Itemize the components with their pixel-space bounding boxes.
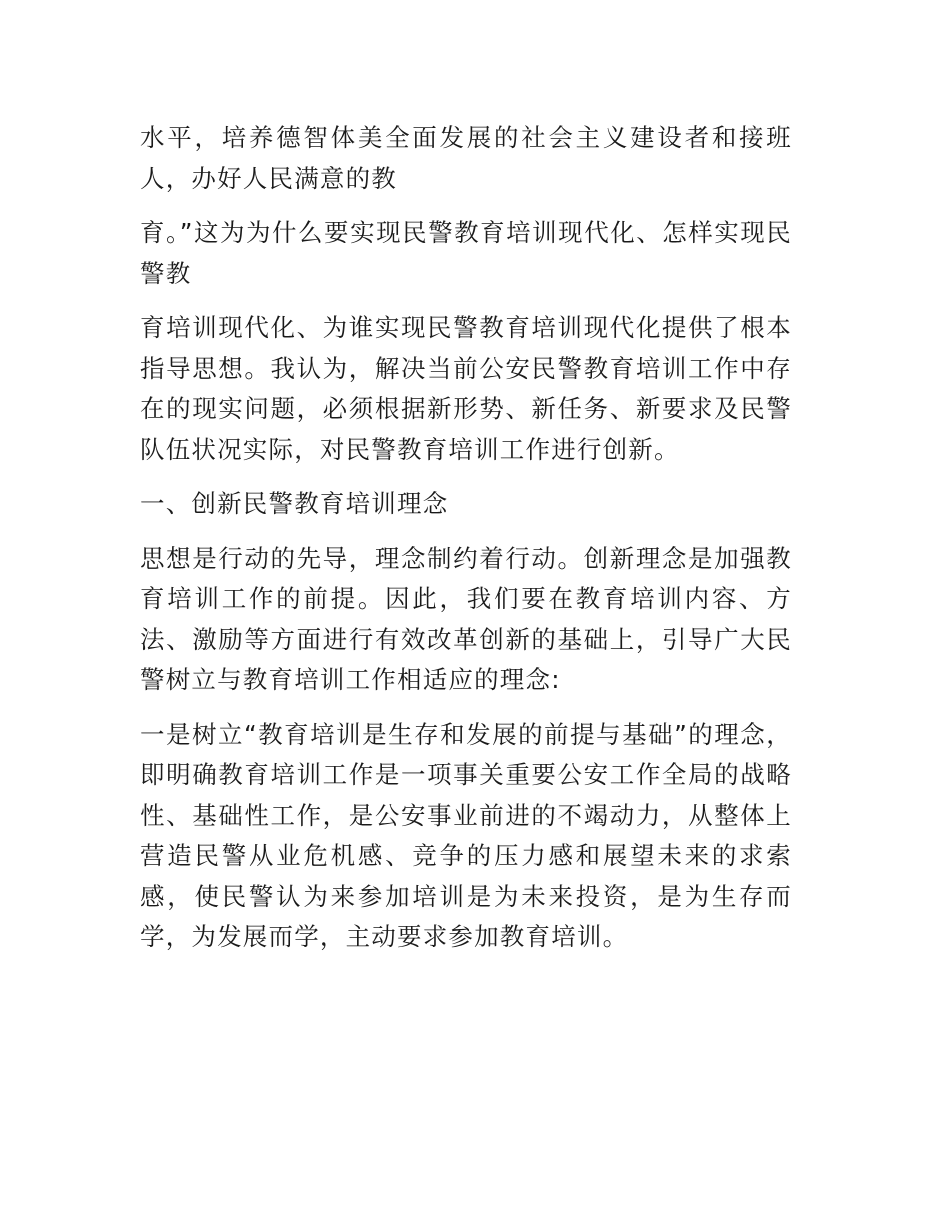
- paragraph-intro: 育培训现代化、为谁实现民警教育培训现代化提供了根本指导思想。我认为，解决当前公安民警教育培训工作中存在的现实问题，必须根据新形势、新任务、新要求及民警队伍状况实际，对民警教育培训工作进行创新。: [140, 313, 792, 464]
- paragraph-continuation-2: 育。”这为为什么要实现民警教育培训现代化、怎样实现民警教: [140, 218, 792, 288]
- paragraph-continuation-1: 水平，培养德智体美全面发展的社会主义建设者和接班人，办好人民满意的教: [140, 123, 792, 193]
- document-page: [140, 118, 792, 972]
- paragraph-first-point: 一是树立“教育培训是生存和发展的前提与基础”的理念，即明确教育培训工作是一项事关重要公安工作全局的战略性、基础性工作，是公安事业前进的不竭动力，从整体上营造民警从业危机感、竞争的压力感和展望未来的求索感，使民警认为来参加培训是为未来投资，是为生存而学，为发展而学，主动要求参加教育培训。: [140, 719, 792, 951]
- paragraph-section-body: 思想是行动的先导，理念制约着行动。创新理念是加强教育培训工作的前提。因此，我们要在教育培训内容、方法、激励等方面进行有效改革创新的基础上，引导广大民警树立与教育培训工作相适应的理念:: [140, 543, 792, 694]
- section-heading: 一、创新民警教育培训理念: [140, 489, 449, 518]
